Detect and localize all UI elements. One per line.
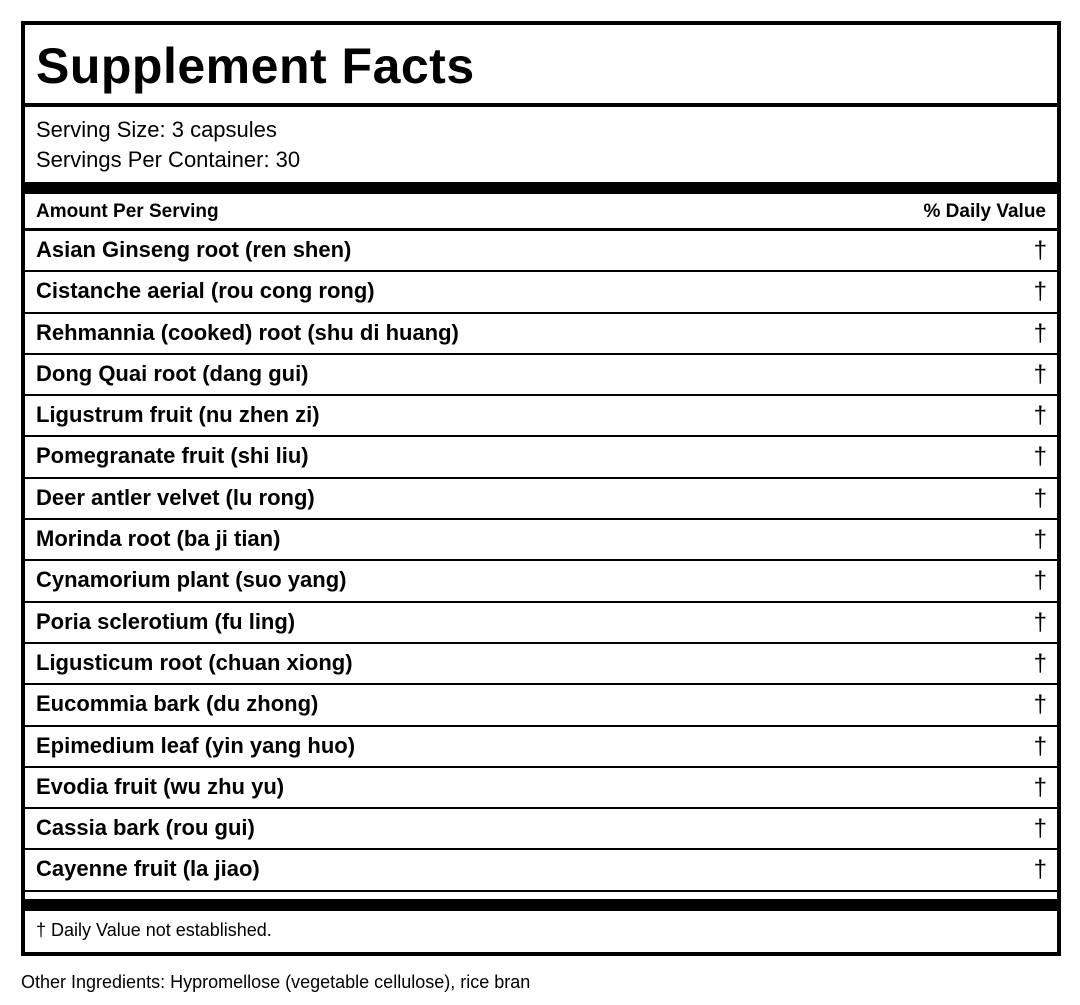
dagger-daily-value: † [1033,360,1047,388]
daily-value-header: % Daily Value [923,201,1046,222]
thick-divider-bottom [25,899,1057,911]
ingredient-name: Ligusticum root (chuan xiong) [36,649,353,675]
ingredient-name: Evodia fruit (wu zhu yu) [36,773,285,799]
ingredient-name: Cistanche aerial (rou cong rong) [36,278,375,304]
ingredient-row [25,603,1057,644]
dagger-daily-value: † [1033,691,1047,719]
ingredient-row [25,355,1057,396]
ingredient-name: Pomegranate fruit (shi liu) [36,443,309,469]
ingredient-row [25,314,1057,355]
ingredient-name: Rehmannia (cooked) root (shu di huang) [36,319,459,345]
dagger-daily-value: † [1033,567,1047,595]
dagger-daily-value: † [1033,815,1047,843]
ingredient-row [25,272,1057,313]
amount-per-serving-header: Amount Per Serving [36,201,219,222]
serving-info [36,115,300,175]
ingredient-row [25,850,1057,891]
dagger-daily-value: † [1033,443,1047,471]
dagger-daily-value: † [1033,237,1047,264]
ingredient-name: Poria sclerotium (fu ling) [36,608,296,634]
servings-per-container: Servings Per Container: 30 [36,147,301,172]
thick-divider-top [25,182,1057,194]
dagger-daily-value: † [1033,773,1047,801]
ingredient-row [25,396,1057,437]
dagger-daily-value: † [1033,278,1047,306]
serving-size: Serving Size: 3 capsules [36,117,277,142]
dagger-daily-value: † [1033,649,1047,677]
title-box [25,25,1057,107]
ingredient-row [25,561,1057,602]
ingredient-name: Asian Ginseng root (ren shen) [36,237,352,262]
ingredient-name: Deer antler velvet (lu rong) [36,484,315,510]
ingredient-name: Cayenne fruit (la jiao) [36,856,260,882]
ingredient-name: Ligustrum fruit (nu zhen zi) [36,402,320,428]
dagger-daily-value: † [1033,484,1047,512]
ingredient-row [25,768,1057,809]
ingredient-row [25,231,1057,272]
ingredient-row [25,520,1057,561]
ingredient-row [25,685,1057,726]
dagger-daily-value: † [1033,402,1047,430]
ingredient-row [25,644,1057,685]
footnote: † Daily Value not established. [36,920,272,940]
ingredient-name: Cynamorium plant (suo yang) [36,567,347,593]
ingredient-row [25,809,1057,850]
ingredient-name: Morinda root (ba ji tian) [36,526,281,552]
other-ingredients: Other Ingredients: Hypromellose (vegetable cellulose), rice bran [21,972,531,992]
ingredient-row [25,727,1057,768]
ingredient-name: Eucommia bark (du zhong) [36,691,319,717]
ingredient-row [25,479,1057,520]
ingredient-row [25,437,1057,478]
supplement-facts-panel [21,21,1061,956]
panel-title: Supplement Facts [36,38,475,94]
dagger-daily-value: † [1033,732,1047,760]
dagger-daily-value: † [1033,319,1047,347]
dagger-daily-value: † [1033,608,1047,636]
ingredient-name: Dong Quai root (dang gui) [36,360,309,386]
dagger-daily-value: † [1033,856,1047,884]
dagger-daily-value: † [1033,526,1047,554]
ingredient-name: Epimedium leaf (yin yang huo) [36,732,356,758]
ingredient-list [25,231,1057,892]
ingredient-name: Cassia bark (rou gui) [36,815,255,841]
column-header-row [25,194,1057,231]
